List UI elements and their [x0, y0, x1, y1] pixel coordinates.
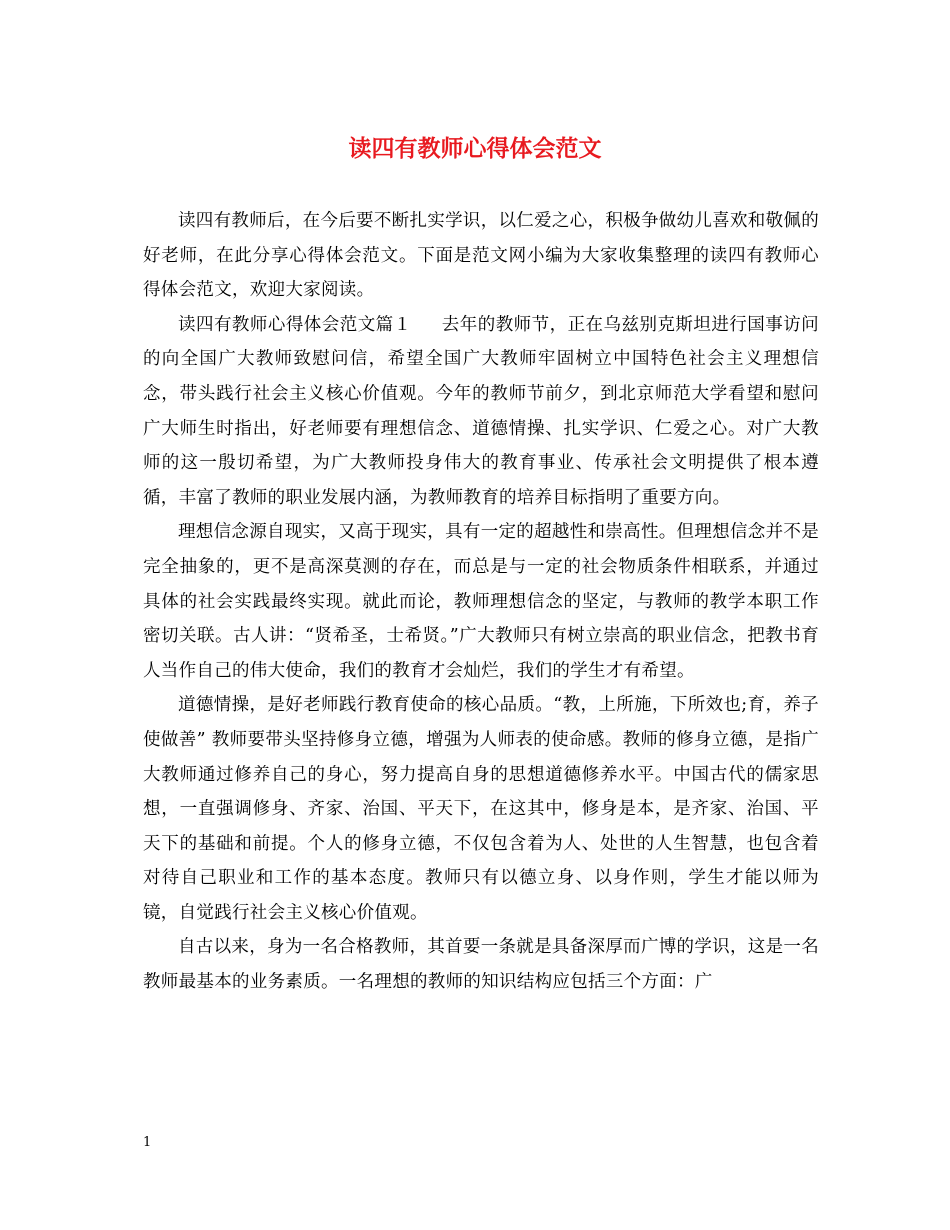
section-1-text: 去年的教师节，正在乌兹别克斯坦进行国事访问的向全国广大教师致慰问信，希望全国广大教师牢固树立中国特色社会主义理想信念，带头践行社会主义核心价值观。今年的教师节前夕，到北京师范大学看望和慰问广大师生时指出，好老师要有理想信念、道德情操、扎实学识、仁爱之心。对广大教师的这一殷切希望，为广大教师投身伟大的教育事业、传承社会文明提供了根本遵循，丰富了教师的职业发展内涵，为教师教育的培养目标指明了重要方向。	[143, 314, 819, 508]
paragraph-intro: 读四有教师后，在今后要不断扎实学识，以仁爱之心，积极争做幼儿喜欢和敬佩的好老师，在此分享心得体会范文。下面是范文网小编为大家收集整理的读四有教师心得体会范文，欢迎大家阅读。	[143, 211, 819, 301]
document-body	[143, 204, 819, 1000]
paragraph-morals: 道德情操，是好老师践行教育使命的核心品质。“教，上所施，下所效也;育，养子使做善” 教师要带头坚持修身立德，增强为人师表的使命感。教师的修身立德，是指广大教师通过修养自己的身心，努力提高自身的思想道德修养水平。中国古代的儒家思想，一直强调修身、齐家、治国、平天下，在这其中，修身是本，是齐家、治国、平天下的基础和前提。个人的修身立德，不仅包含着为人、处世的人生智慧，也包含着对待自己职业和工作的基本态度。教师只有以德立身、以身作则，学生才能以师为镜，自觉践行社会主义核心价值观。	[143, 695, 819, 923]
page-number: 1	[143, 1135, 152, 1150]
paragraph-ideals: 理想信念源自现实，又高于现实，具有一定的超越性和崇高性。但理想信念并不是完全抽象的，更不是高深莫测的存在，而总是与一定的社会物质条件相联系，并通过具体的社会实践最终实现。就此而论，教师理想信念的坚定，与教师的教学本职工作密切关联。古人讲：“贤希圣，士希贤。”广大教师只有树立崇高的职业信念，把教书育人当作自己的伟大使命，我们的教育才会灿烂，我们的学生才有希望。	[143, 522, 819, 681]
paragraph-knowledge: 自古以来，身为一名合格教师，其首要一条就是具备深厚而广博的学识，这是一名教师最基本的业务素质。一名理想的教师的知识结构应包括三个方面：广	[143, 937, 819, 993]
document-title: 读四有教师心得体会范文	[348, 135, 602, 162]
section-heading: 读四有教师心得体会范文篇１	[178, 314, 412, 335]
paragraph-section-1	[143, 308, 819, 516]
